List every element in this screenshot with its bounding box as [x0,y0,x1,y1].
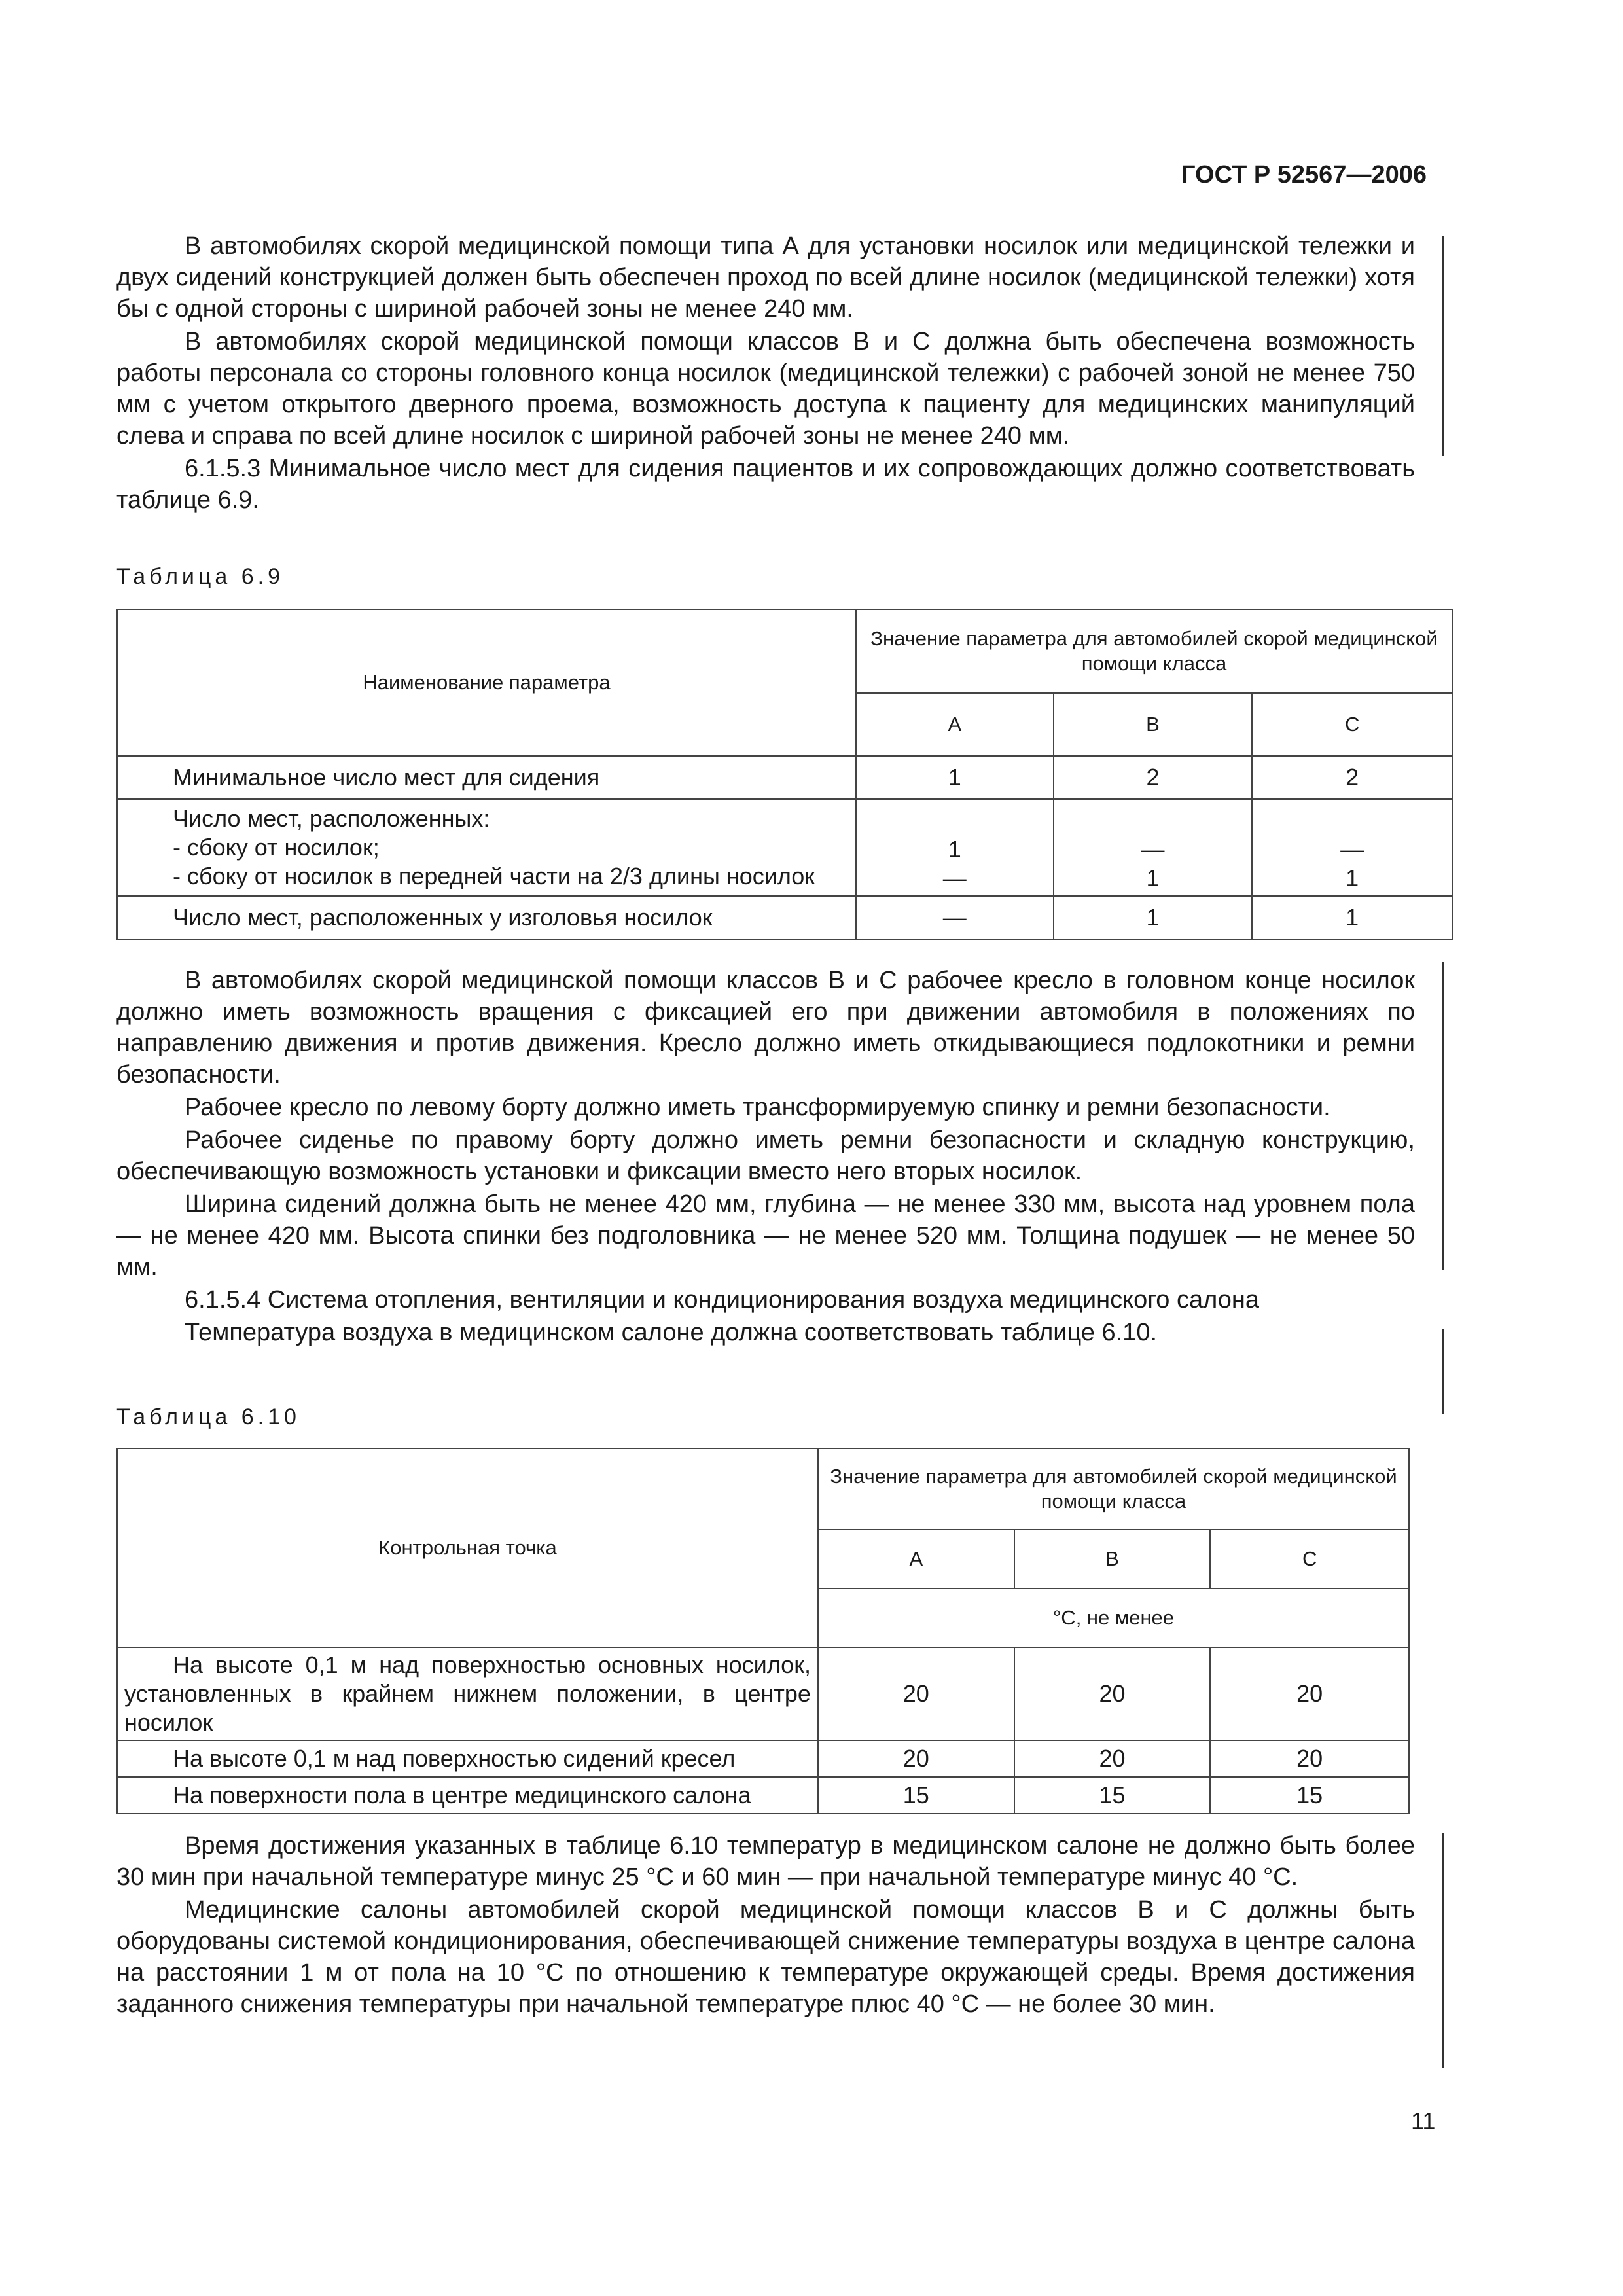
row-name: На поверхности пола в центре медицинского салона [117,1777,818,1814]
class-c-header: С [1252,693,1452,756]
change-bar [1442,962,1444,1270]
change-bar [1442,1833,1444,2068]
change-bar [1442,236,1444,456]
paragraph: В автомобилях скорой медицинской помощи типа А для установки носилок или медицинской тележки и двух сидений конструкцией должен быть обеспечен проход по всей длине носилок (медицинской тележки) хотя бы с одной стороны с шириной рабочей зоны не менее 240 мм. [116,232,1415,323]
cell-a: 20 [818,1647,1014,1740]
document-number: ГОСТ Р 52567—2006 [1181,161,1427,188]
table-6-9 [116,609,1453,940]
row-name: На высоте 0,1 м над поверхностью основных носилок, установленных в крайнем нижнем положении, в центре носилок [117,1647,818,1740]
cell-value: 1 [1346,865,1359,891]
table-header-value: Значение параметра для автомобилей скорой медицинской помощи класса [818,1448,1409,1530]
cell-value: 1 [1146,865,1160,891]
cell-c: 15 [1210,1777,1409,1814]
paragraph: Рабочее сиденье по правому борту должно иметь ремни безопасности и складную конструкцию, обеспечивающую возможность установки и фиксации вместо него вторых носилок. [116,1126,1415,1185]
cell-c: 20 [1210,1647,1409,1740]
table-header-value: Значение параметра для автомобилей скорой медицинской помощи класса [856,609,1452,693]
page-number: 11 [1411,2108,1436,2134]
text-block-2 [116,965,1415,1348]
cell-b: 2 [1054,756,1253,799]
row-name-side: - сбоку от носилок; [173,834,380,861]
cell-a: 20 [818,1740,1014,1777]
class-b-header: В [1014,1530,1211,1588]
table-row [117,1777,1409,1814]
paragraph: 6.1.5.3 Минимальное число мест для сидения пациентов и их сопровождающих должно соответствовать таблице 6.9. [116,455,1415,514]
unit-header: °С, не менее [818,1588,1409,1647]
table-row [117,1740,1409,1777]
cell-value: — [1340,836,1364,863]
cell-b [1054,799,1253,896]
cell-c: 1 [1252,896,1452,939]
table-6-10-caption: Таблица 6.10 [116,1405,300,1429]
row-name-head: Число мест, расположенных: [173,805,490,832]
paragraph: Температура воздуха в медицинском салоне должна соответствовать таблице 6.10. [185,1319,1158,1346]
class-c-header: С [1210,1530,1409,1588]
class-b-header: В [1054,693,1253,756]
table-row [117,896,1452,939]
paragraph: В автомобилях скорой медицинской помощи классов В и С должна быть обеспечена возможность работы персонала со стороны головного конца носилок (медицинской тележки) с рабочей зоной не менее 750 мм с учетом открытого дверного проема, возможность доступа к пациенту для медицинских манипуляций слева и справа по всей длине носилок с шириной рабочей зоны не менее 240 мм. [116,328,1415,450]
table-row [117,756,1452,799]
table-header-param: Наименование параметра [117,609,856,756]
cell-value: 1 [948,836,961,863]
cell-b: 20 [1014,1647,1211,1740]
row-name: Число мест, расположенных у изголовья носилок [117,896,856,939]
change-bar [1442,1329,1444,1414]
class-a-header: А [856,693,1054,756]
cell-a: 1 [856,756,1054,799]
paragraph: Рабочее кресло по левому борту должно иметь трансформируемую спинку и ремни безопасности. [185,1094,1330,1121]
cell-value: — [942,865,967,891]
cell-b: 15 [1014,1777,1211,1814]
table-6-10 [116,1448,1410,1814]
table-row [117,799,1452,896]
paragraph: Время достижения указанных в таблице 6.10 температур в медицинском салоне не должно быть более 30 мин при начальной температуре минус 25 °С и 60 мин — при начальной температуре минус 40 °С. [116,1832,1415,1891]
row-name: На высоте 0,1 м над поверхностью сидений кресел [117,1740,818,1777]
table-header-point: Контрольная точка [117,1448,818,1647]
class-a-header: А [818,1530,1014,1588]
cell-c [1252,799,1452,896]
text-block-3 [116,1830,1415,2020]
table-6-9-caption: Таблица 6.9 [116,564,285,589]
paragraph: В автомобилях скорой медицинской помощи классов В и С рабочее кресло в головном конце носилок должно иметь возможность вращения с фиксацией его при движении автомобиля в положениях по направлению движения и против движения. Кресло должно иметь откидывающиеся подлокотники и ремни безопасности. [116,967,1415,1088]
row-name-front: - сбоку от носилок в передней части на 2/3 длины носилок [173,863,815,889]
paragraph: 6.1.5.4 Система отопления, вентиляции и кондиционирования воздуха медицинского салона [185,1286,1259,1314]
paragraph: Ширина сидений должна быть не менее 420 мм, глубина — не менее 330 мм, высота над уровнем пола — не менее 420 мм. Высота спинки без подголовника — не менее 520 мм. Толщина подушек — не менее 50 мм. [116,1191,1415,1281]
paragraph: Медицинские салоны автомобилей скорой медицинской помощи классов В и С должны быть оборудованы системой кондиционирования, обеспечивающей снижение температуры воздуха в центре салона на расстоянии 1 м от пола на 10 °С по отношению к температуре окружающей среды. Время достижения заданного снижения температуры при начальной температуре плюс 40 °С — не более 30 мин. [116,1896,1415,2018]
cell-b: 20 [1014,1740,1211,1777]
cell-b: 1 [1054,896,1253,939]
cell-c: 20 [1210,1740,1409,1777]
cell-c: 2 [1252,756,1452,799]
text-block-1 [116,230,1415,516]
row-name: Минимальное число мест для сидения [117,756,856,799]
cell-value: — [1141,836,1165,863]
cell-a: 15 [818,1777,1014,1814]
cell-a: — [856,896,1054,939]
table-row [117,1647,1409,1740]
cell-a [856,799,1054,896]
row-name [117,799,856,896]
